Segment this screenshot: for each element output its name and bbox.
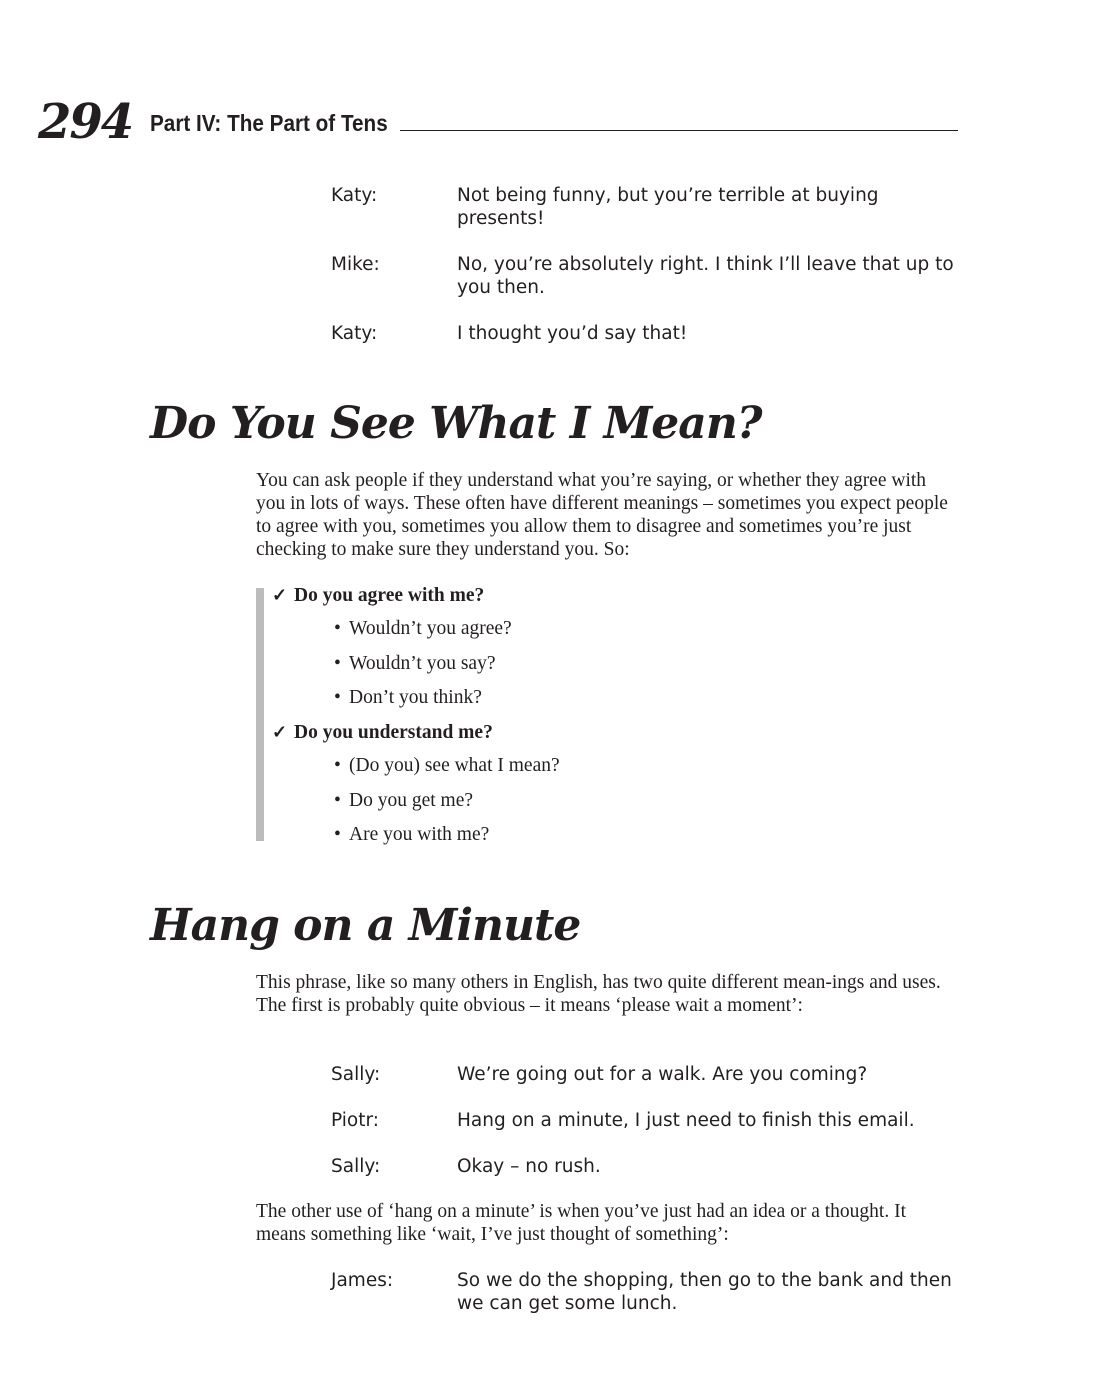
bullet-icon: • (334, 789, 341, 811)
bullet-icon: • (334, 686, 341, 708)
sub-item-text: (Do you) see what I mean? (349, 755, 560, 777)
sub-list-item (272, 788, 932, 822)
dialogue-line (331, 253, 961, 299)
dialogue-block (331, 1269, 961, 1315)
header-rule (400, 130, 958, 131)
paragraph: The other use of ‘hang on a minute’ is when you’ve just had an idea or a thought. It means something like ‘wait, I’ve just thought of something’: (256, 1201, 907, 1245)
bullet-icon: • (334, 824, 341, 846)
speech-text: Okay – no rush. (457, 1156, 601, 1177)
sub-item-text: Are you with me? (349, 824, 490, 846)
speech-text: So we do the shopping, then go to the bank and then we can get some lunch. (457, 1270, 952, 1314)
sub-list-item (272, 753, 932, 787)
check-list-item (272, 719, 932, 753)
sub-item-text: Don’t you think? (349, 686, 482, 708)
speech-text: Hang on a minute, I just need to finish this email. (457, 1110, 915, 1131)
speaker-name: James: (331, 1270, 394, 1291)
checkmark-icon: ✓ (272, 585, 288, 605)
speech-text: No, you’re absolutely right. I think I’ll leave that up to you then. (457, 254, 954, 298)
check-list-item (272, 582, 932, 616)
speech-text: I thought you’d say that! (457, 323, 688, 344)
dialogue-line (331, 184, 961, 230)
checklist (272, 582, 932, 856)
dialogue-line (331, 1155, 961, 1178)
speaker-name: Mike: (331, 254, 380, 275)
sub-item-text: Wouldn’t you say? (349, 652, 496, 674)
dialogue-line (331, 322, 961, 345)
paragraph: This phrase, like so many others in English, has two quite different mean-ings and uses. The first is probably quite obvious – it means ‘please wait a moment’: (256, 972, 941, 1016)
check-item-label: Do you understand me? (294, 722, 493, 744)
bullet-icon: • (334, 755, 341, 777)
speaker-name: Sally: (331, 1156, 381, 1177)
sub-list-item (272, 651, 932, 685)
dialogue-block (331, 184, 961, 345)
speech-text: Not being funny, but you’re terrible at buying presents! (457, 185, 879, 229)
speaker-name: Katy: (331, 185, 378, 206)
sub-list-item (272, 616, 932, 650)
bullet-icon: • (334, 618, 341, 640)
dialogue-line (331, 1063, 961, 1086)
speaker-name: Katy: (331, 323, 378, 344)
paragraph: You can ask people if they understand what you’re saying, or whether they agree with you in lots of ways. These often have different meanings – sometimes you expect people to agree with you, sometimes you allow them to disagree and sometimes you’re just checking to make sure they understand you. So: (256, 470, 948, 560)
sub-item-text: Wouldn’t you agree? (349, 618, 512, 640)
page-number: 294 (38, 94, 133, 150)
speaker-name: Sally: (331, 1064, 381, 1085)
section-heading: Hang on a Minute (150, 900, 581, 951)
sub-list-item (272, 822, 932, 856)
dialogue-line (331, 1269, 961, 1315)
speech-text: We’re going out for a walk. Are you coming? (457, 1064, 868, 1085)
page-header (38, 92, 958, 152)
list-sidebar-bar (256, 588, 264, 841)
running-head: Part IV: The Part of Tens (150, 110, 388, 136)
sub-item-text: Do you get me? (349, 789, 474, 811)
speaker-name: Piotr: (331, 1110, 379, 1131)
checkmark-icon: ✓ (272, 722, 288, 743)
dialogue-line (331, 1109, 961, 1132)
check-item-label: Do you agree with me? (294, 585, 485, 606)
sub-list-item (272, 685, 932, 719)
bullet-icon: • (334, 652, 341, 674)
section-heading: Do You See What I Mean? (150, 398, 762, 449)
dialogue-block (331, 1063, 961, 1178)
